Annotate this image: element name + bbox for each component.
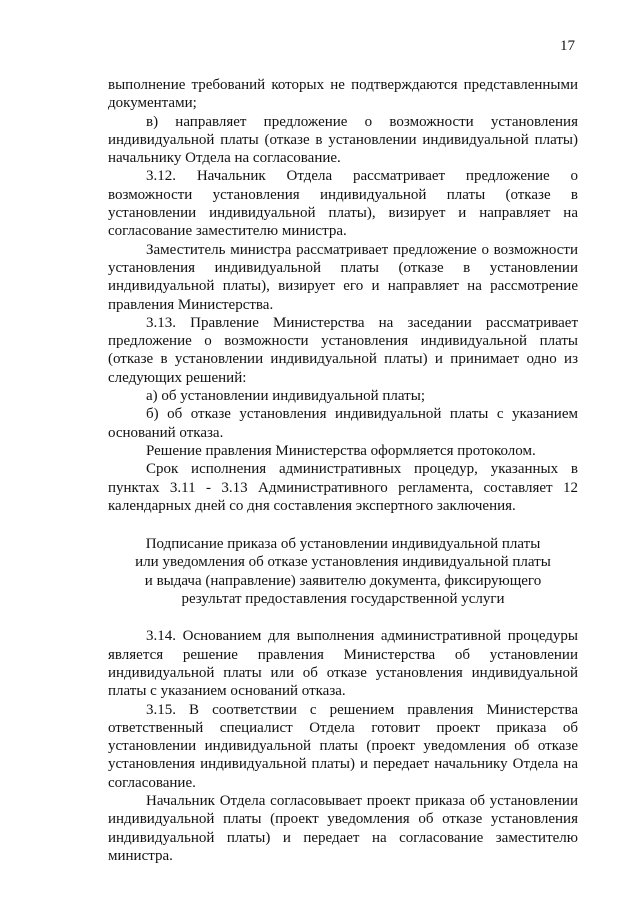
- paragraph: 3.12. Начальник Отдела рассматривает предложение о возможности установления индивидуальной платы (отказе в установлении индивидуальной платы), визирует и направляет на согласование заместителю министра.: [108, 168, 578, 240]
- list-item: а) об установлении индивидуальной платы;: [146, 388, 425, 405]
- paragraph: выполнение требований которых не подтверждаются представленными документами;: [108, 77, 578, 112]
- paragraph: 3.13. Правление Министерства на заседании рассматривает предложение о возможности установления индивидуальной платы (отказе в установлении индивидуальной платы) и принимает одно из следующих решений:: [108, 314, 578, 386]
- section-heading: [108, 535, 578, 608]
- heading-line: или уведомления об отказе установления индивидуальной платы: [135, 554, 551, 571]
- paragraph: Срок исполнения административных процедур, указанных в пунктах 3.11 - 3.13 Административного регламента, составляет 12 календарных дней со дня составления экспертного заключения.: [108, 461, 578, 514]
- paragraph: Заместитель министра рассматривает предложение о возможности установления индивидуальной платы (отказе в установлении индивидуальной платы), визирует его и направляет на рассмотрение правления Министерства.: [108, 241, 578, 313]
- paragraph: Решение правления Министерства оформляется протоколом.: [146, 442, 536, 459]
- paragraph: в) направляет предложение о возможности установления индивидуальной платы (отказе в установлении индивидуальной платы) начальнику Отдела на согласование.: [108, 113, 578, 167]
- paragraph: Начальник Отдела согласовывает проект приказа об установлении индивидуальной платы (проект уведомления об отказе установления индивидуальной платы) и передает на согласование заместителю министра.: [108, 792, 578, 864]
- document-body: [108, 76, 578, 865]
- paragraph: 3.15. В соответствии с решением правления Министерства ответственный специалист Отдела готовит проект приказа об установлении индивидуальной платы (проект уведомления об отказе установления индивидуальной платы) и передает начальнику Отдела на согласование.: [108, 701, 578, 791]
- heading-line: Подписание приказа об установлении индивидуальной платы: [145, 536, 541, 553]
- heading-line: и выдача (направление) заявителю документа, фиксирующего: [144, 572, 542, 589]
- paragraph: 3.14. Основанием для выполнения административной процедуры является решение правления Министерства об установлении индивидуальной платы или об отказе установления индивидуальной платы с указанием оснований отказа.: [108, 628, 578, 700]
- list-item: б) об отказе установления индивидуальной платы с указанием оснований отказа.: [108, 406, 578, 441]
- heading-line: результат предоставления государственной услуги: [181, 591, 505, 608]
- page-number: 17: [560, 38, 575, 54]
